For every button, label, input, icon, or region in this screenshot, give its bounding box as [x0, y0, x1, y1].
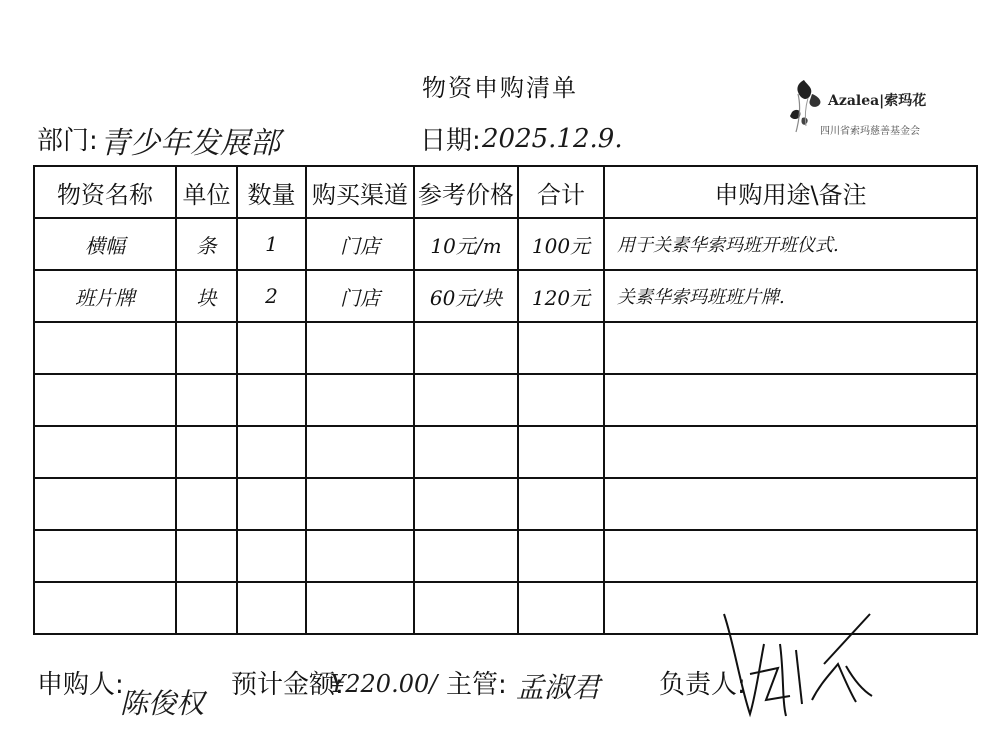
cell-channel: [306, 478, 414, 530]
cell-channel: [306, 426, 414, 478]
cell-item-name: [34, 582, 176, 634]
table-row: [34, 218, 977, 270]
cell-quantity: [237, 322, 306, 374]
cell-quantity: [237, 374, 306, 426]
department-value: 青少年发展部: [100, 126, 280, 161]
cell-total: [518, 582, 604, 634]
supervisor-value: 孟淑君: [516, 671, 601, 704]
header-purpose-notes: 申购用途\备注: [604, 166, 977, 218]
cell-reference-price: 10元/m: [414, 218, 518, 270]
table-row: [34, 270, 977, 322]
cell-channel: 门店: [306, 218, 414, 270]
cell-purpose-notes: [604, 530, 977, 582]
form-title: 物资申购清单: [422, 74, 578, 102]
cell-quantity: [237, 478, 306, 530]
logo-name: Azalea|索玛花: [828, 93, 927, 109]
cell-total: 120元: [518, 270, 604, 322]
cell-quantity: [237, 426, 306, 478]
cell-unit: 块: [176, 270, 237, 322]
department-label: 部门:: [37, 126, 98, 156]
cell-total: 100元: [518, 218, 604, 270]
cell-reference-price: [414, 478, 518, 530]
header-channel: 购买渠道: [306, 166, 414, 218]
cell-item-name: 横幅: [34, 218, 176, 270]
cell-purpose-notes: [604, 374, 977, 426]
cell-total: [518, 478, 604, 530]
header-total: 合计: [518, 166, 604, 218]
cell-quantity: [237, 582, 306, 634]
table-row: [34, 530, 977, 582]
cell-unit: [176, 478, 237, 530]
cell-item-name: [34, 374, 176, 426]
cell-reference-price: [414, 582, 518, 634]
cell-item-name: [34, 426, 176, 478]
cell-item-name: [34, 322, 176, 374]
cell-total: [518, 530, 604, 582]
cell-unit: [176, 530, 237, 582]
cell-total: [518, 426, 604, 478]
logo-subtitle: 四川省索玛慈善基金会: [820, 126, 920, 137]
estimate-value: ¥220.00/: [330, 670, 438, 698]
table-row: [34, 374, 977, 426]
cell-channel: [306, 530, 414, 582]
cell-channel: [306, 374, 414, 426]
responsible-label: 负责人:: [659, 670, 746, 700]
cell-reference-price: 60元/块: [414, 270, 518, 322]
cell-quantity: 1: [237, 218, 306, 270]
date-label: 日期:: [420, 126, 481, 156]
cell-quantity: 2: [237, 270, 306, 322]
header-quantity: 数量: [237, 166, 306, 218]
cell-quantity: [237, 530, 306, 582]
table-row: [34, 322, 977, 374]
cell-total: [518, 322, 604, 374]
supervisor-label: 主管:: [446, 670, 507, 700]
applicant-value: 陈俊权: [120, 687, 205, 720]
cell-reference-price: [414, 374, 518, 426]
header-reference-price: 参考价格: [414, 166, 518, 218]
cell-purpose-notes: 关素华索玛班班片牌.: [604, 270, 977, 322]
responsible-signature: [720, 604, 880, 724]
cell-purpose-notes: [604, 322, 977, 374]
cell-channel: [306, 582, 414, 634]
cell-purpose-notes: [604, 478, 977, 530]
cell-unit: [176, 582, 237, 634]
cell-unit: [176, 374, 237, 426]
header-item-name: 物资名称: [34, 166, 176, 218]
cell-reference-price: [414, 530, 518, 582]
cell-item-name: [34, 530, 176, 582]
table-row: [34, 478, 977, 530]
cell-purpose-notes: [604, 426, 977, 478]
applicant-label: 申购人:: [37, 670, 124, 700]
cell-item-name: [34, 478, 176, 530]
cell-unit: 条: [176, 218, 237, 270]
table-row: [34, 426, 977, 478]
cell-total: [518, 374, 604, 426]
date-value: 2025.12.9.: [482, 124, 623, 154]
items-table: [33, 165, 978, 635]
cell-channel: [306, 322, 414, 374]
cell-channel: 门店: [306, 270, 414, 322]
cell-reference-price: [414, 322, 518, 374]
cell-item-name: 班片牌: [34, 270, 176, 322]
cell-reference-price: [414, 426, 518, 478]
cell-unit: [176, 322, 237, 374]
cell-unit: [176, 426, 237, 478]
estimate-label: 预计金额:: [231, 670, 344, 700]
table-header-row: [34, 166, 977, 218]
header-unit: 单位: [176, 166, 237, 218]
organization-logo: [784, 76, 934, 142]
cell-purpose-notes: 用于关素华索玛班开班仪式.: [604, 218, 977, 270]
